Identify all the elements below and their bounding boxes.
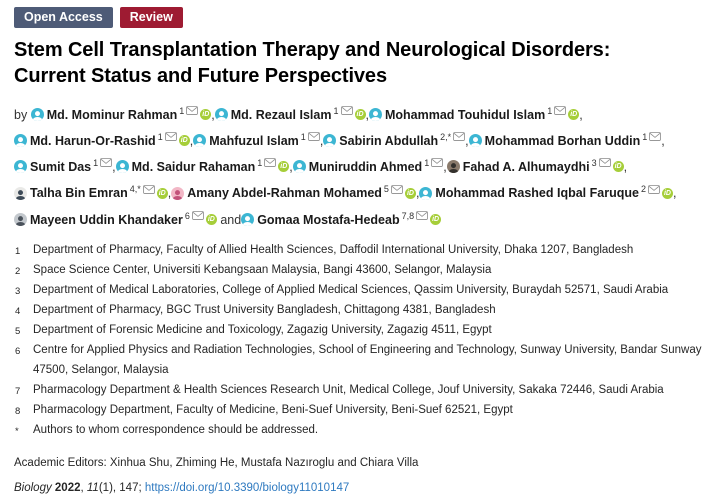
author-separator: ,: [167, 186, 172, 201]
author-separator: ,: [289, 160, 293, 175]
author-name-link[interactable]: Sumit Das: [30, 160, 92, 175]
author-separator: ,: [211, 108, 215, 123]
author-avatar-icon: [14, 134, 27, 147]
orcid-icon[interactable]: iD: [207, 215, 215, 223]
author-entry: [323, 126, 468, 152]
author-entry: [293, 152, 447, 178]
email-icon[interactable]: [186, 100, 198, 122]
email-icon[interactable]: [431, 152, 443, 174]
review-badge: Review: [120, 7, 183, 28]
author-separator: ,: [672, 186, 677, 201]
author-entry: [193, 126, 323, 152]
affiliation-text: Department of Forensic Medicine and Toxicology, Zagazig University, Zagazig 4511, Egypt: [33, 323, 492, 336]
affiliation-marker: 4: [15, 305, 21, 317]
author-affiliation-marker: 1: [157, 132, 163, 143]
author-affiliation-marker: 1: [179, 106, 185, 116]
affiliation-text: Pharmacology Department, Faculty of Medicine, Beni-Suef University, Beni-Suef 62521, Egypt: [33, 403, 513, 416]
author-avatar-icon: [14, 213, 27, 226]
author-affiliation-marker: 5: [383, 184, 389, 195]
author-name-link[interactable]: Muniruddin Ahmed: [308, 160, 423, 175]
author-avatar-icon: [241, 213, 254, 226]
author-entry: [31, 100, 215, 126]
affiliation-marker: 8: [15, 405, 21, 417]
orcid-icon[interactable]: iD: [202, 111, 210, 119]
email-icon[interactable]: [391, 179, 403, 201]
author-affiliation-marker: 6: [184, 210, 190, 221]
affiliation-item: [14, 260, 710, 280]
orcid-icon[interactable]: iD: [432, 215, 440, 223]
affiliation-item: [14, 400, 710, 420]
author-separator: ,: [365, 108, 369, 123]
author-name-link[interactable]: Md. Saidur Rahaman: [131, 160, 256, 175]
author-separator: ,: [319, 134, 324, 149]
author-entry: [215, 100, 369, 126]
email-icon[interactable]: [554, 100, 566, 122]
author-entry: [14, 205, 241, 231]
author-entry: [14, 152, 116, 178]
author-affiliation-marker: 2: [640, 184, 646, 195]
author-affiliation-marker: 1: [547, 106, 553, 116]
author-avatar-icon: [171, 187, 184, 200]
author-avatar-icon: [293, 160, 306, 173]
affiliation-item: [14, 240, 710, 260]
badge-row: [14, 7, 710, 28]
affiliation-text: Pharmacology Department & Health Sciences Research Unit, Medical College, Jouf University, Sakaka 72446, Saudi Arabia: [33, 383, 664, 396]
affiliation-item: [14, 420, 710, 440]
author-list: [14, 108, 676, 227]
affiliation-text: Space Science Center, Universiti Kebangsaan Malaysia, Bangi 43600, Selangor, Malaysia: [33, 263, 492, 276]
author-name-link[interactable]: Fahad A. Alhumaydhi: [462, 160, 590, 175]
author-affiliation-marker: 2,*: [440, 132, 452, 143]
author-affiliation-marker: 1: [93, 158, 99, 169]
affiliation-marker: 2: [15, 265, 21, 277]
author-avatar-icon: [323, 134, 336, 147]
affiliation-text: Department of Pharmacy, Faculty of Allied Health Sciences, Daffodil International University, Dhaka 1207, Bangladesh: [33, 243, 634, 256]
author-separator: ,: [443, 160, 447, 175]
email-icon[interactable]: [100, 152, 112, 174]
email-icon[interactable]: [649, 126, 661, 148]
author-affiliation-marker: 1: [333, 106, 339, 116]
author-name-link[interactable]: Md. Harun-Or-Rashid: [30, 134, 156, 149]
citation-comma: ,: [80, 481, 87, 494]
affiliation-marker: 5: [15, 325, 21, 337]
affiliation-item: [14, 280, 710, 300]
author-separator: ,: [189, 134, 194, 149]
author-entry: [469, 126, 665, 152]
author-separator: ,: [465, 134, 469, 149]
author-entry: [241, 205, 441, 231]
author-affiliation-marker: 3: [591, 158, 597, 169]
affiliation-marker: 6: [15, 345, 21, 357]
orcid-icon[interactable]: iD: [280, 163, 288, 171]
email-icon[interactable]: [143, 179, 155, 201]
author-name-link[interactable]: Md. Mominur Rahman: [46, 108, 178, 123]
author-separator: ,: [579, 108, 583, 123]
author-byline: [14, 100, 710, 231]
author-avatar-icon: [215, 108, 228, 121]
citation-year: 2022: [51, 481, 81, 494]
affiliation-marker: *: [15, 425, 19, 437]
author-name-link[interactable]: Talha Bin Emran: [30, 186, 128, 201]
author-avatar-icon: [14, 160, 27, 173]
author-affiliation-marker: 1: [257, 158, 263, 169]
author-entry: [171, 178, 419, 204]
orcid-icon[interactable]: iD: [663, 189, 671, 197]
journal-name: Biology: [14, 481, 52, 494]
author-name-link[interactable]: Gomaa Mostafa-Hedeab: [257, 212, 400, 227]
paper-title: Stem Cell Transplantation Therapy and Neurological Disorders: Current Status and Future Perspectives: [14, 39, 611, 87]
email-icon[interactable]: [648, 179, 660, 201]
author-name-link[interactable]: Sabirin Abdullah: [339, 134, 439, 149]
author-separator: ,: [415, 186, 420, 201]
author-affiliation-marker: 1: [642, 132, 648, 143]
affiliation-text: Department of Medical Laboratories, College of Applied Medical Sciences, Qassim University, Buraydah 52571, Saudi Arabia: [33, 283, 669, 296]
author-avatar-icon: [116, 160, 129, 173]
orcid-icon[interactable]: iD: [570, 111, 578, 119]
orcid-icon[interactable]: iD: [614, 163, 622, 171]
affiliation-marker: 1: [15, 245, 21, 257]
author-name-link[interactable]: Mayeen Uddin Khandaker: [30, 212, 183, 227]
author-avatar-icon: [31, 108, 44, 121]
author-avatar-icon: [469, 134, 482, 147]
email-icon[interactable]: [599, 152, 611, 174]
author-entry: [369, 100, 583, 126]
affiliation-marker: 3: [15, 285, 21, 297]
citation-line: [14, 482, 710, 494]
author-avatar-icon: [369, 108, 382, 121]
email-icon[interactable]: [453, 126, 465, 148]
author-separator: ,: [623, 160, 628, 175]
email-icon[interactable]: [308, 126, 320, 148]
author-avatar-icon: [193, 134, 206, 147]
affiliation-text: Department of Pharmacy, BGC Trust University Bangladesh, Chittagong 4381, Bangladesh: [33, 303, 496, 316]
orcid-icon[interactable]: iD: [356, 111, 364, 119]
author-entry: [447, 152, 627, 178]
author-name-link[interactable]: Md. Rezaul Islam: [230, 108, 332, 123]
orcid-icon[interactable]: iD: [158, 189, 166, 197]
email-icon[interactable]: [341, 100, 353, 122]
author-avatar-icon: [14, 187, 27, 200]
doi-link[interactable]: https://doi.org/10.3390/biology11010147: [144, 481, 350, 494]
author-name-link[interactable]: Mohammad Touhidul Islam: [384, 108, 546, 123]
author-separator: ,: [661, 134, 665, 149]
author-name-link[interactable]: Mahfuzul Islam: [209, 134, 299, 149]
affiliation-text: Authors to whom correspondence should be addressed.: [33, 423, 319, 436]
author-name-link[interactable]: Mohammad Borhan Uddin: [484, 134, 641, 149]
author-name-link[interactable]: Amany Abdel-Rahman Mohamed: [187, 186, 382, 201]
editors-names: Xinhua Shu, Zhiming He, Mustafa Nazıroglu and Chiara Villa: [106, 456, 419, 469]
email-icon[interactable]: [192, 205, 204, 227]
author-entry: [116, 152, 293, 178]
author-avatar-icon: [419, 187, 432, 200]
byline-prefix: by: [14, 108, 28, 123]
author-affiliation-marker: 1: [300, 132, 306, 143]
affiliation-list: [14, 240, 710, 440]
orcid-icon[interactable]: iD: [180, 137, 188, 145]
open-access-badge: Open Access: [14, 7, 113, 28]
academic-editors: [14, 457, 710, 469]
author-affiliation-marker: 4,*: [129, 184, 141, 195]
editors-label: Academic Editors:: [14, 456, 107, 469]
affiliation-item: [14, 340, 710, 380]
citation-issue-pages: (1), 147;: [98, 481, 145, 494]
email-icon[interactable]: [165, 126, 177, 148]
email-icon[interactable]: [264, 152, 276, 174]
author-affiliation-marker: 7,8: [401, 210, 415, 221]
author-separator: ,: [112, 160, 116, 175]
orcid-icon[interactable]: iD: [406, 189, 414, 197]
affiliation-marker: 7: [15, 385, 21, 397]
author-separator: and: [216, 212, 242, 227]
author-affiliation-marker: 1: [424, 158, 430, 169]
affiliation-item: [14, 300, 710, 320]
affiliation-item: [14, 380, 710, 400]
author-name-link[interactable]: Mohammad Rashed Iqbal Faruque: [435, 186, 639, 201]
author-entry: [14, 126, 193, 152]
author-avatar-icon: [447, 160, 460, 173]
citation-volume: 11: [86, 481, 99, 494]
affiliation-item: [14, 320, 710, 340]
email-icon[interactable]: [416, 205, 428, 227]
author-entry: [14, 178, 171, 204]
author-entry: [419, 178, 676, 204]
affiliation-text: Centre for Applied Physics and Radiation Technologies, School of Engineering and Technology, Sunway University, Bandar Sunway 47500, Selangor, Malaysia: [33, 343, 702, 376]
